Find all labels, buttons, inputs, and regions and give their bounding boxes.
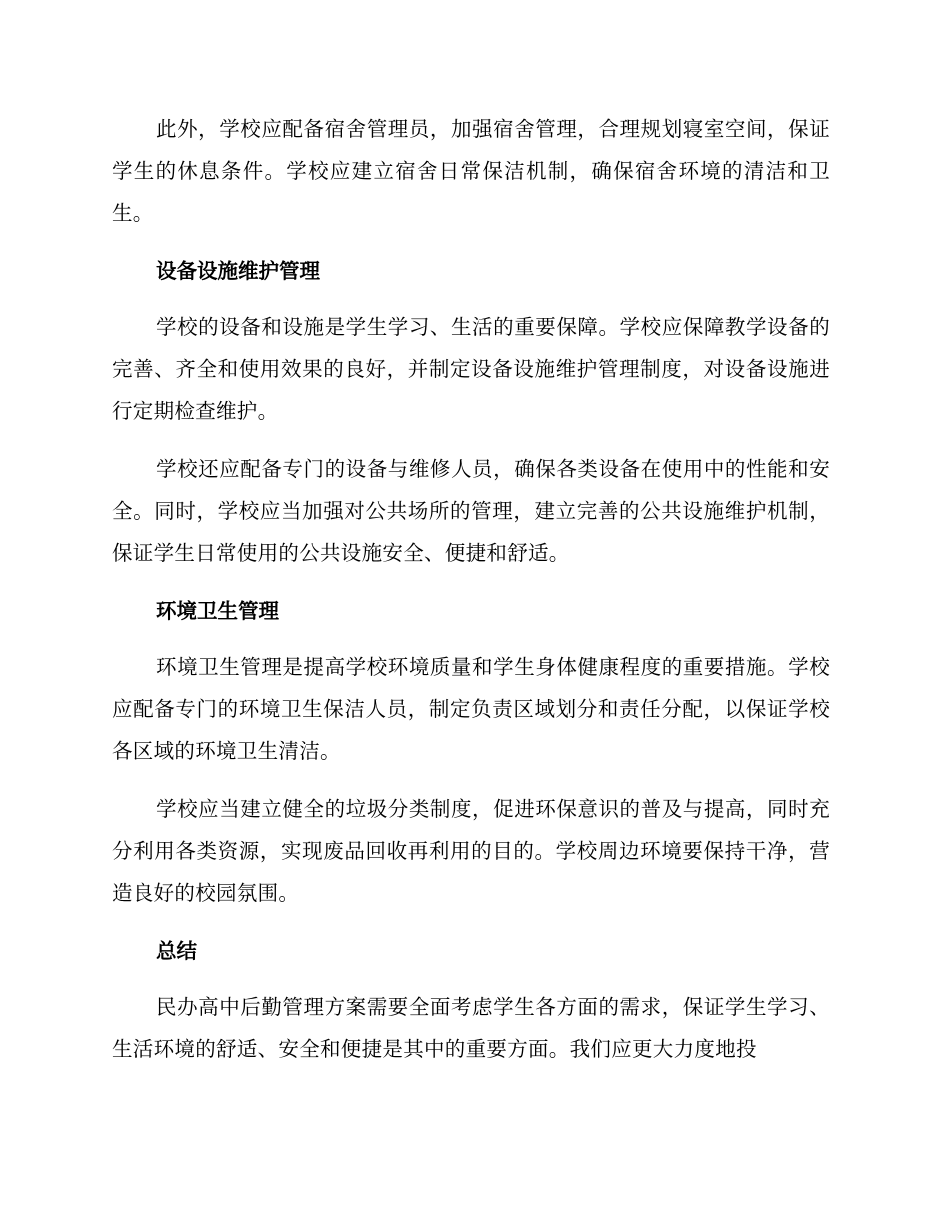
heading-summary: 总结 bbox=[156, 939, 197, 963]
paragraph-dormitory-management: 此外，学校应配备宿舍管理员，加强宿舍管理，合理规划寝室空间，保证学生的休息条件。学校应建立宿舍日常保洁机制，确保宿舍环境的清洁和卫生。 bbox=[112, 117, 830, 225]
paragraph-summary: 民办高中后勤管理方案需要全面考虑学生各方面的需求，保证学生学习、生活环境的舒适、安全和便捷是其中的重要方面。我们应更大力度地投 bbox=[112, 995, 830, 1061]
heading-environment-hygiene: 环境卫生管理 bbox=[156, 599, 279, 623]
document-page bbox=[112, 108, 830, 1086]
paragraph-maintenance-staff: 学校还应配备专门的设备与维修人员，确保各类设备在使用中的性能和安全。同时，学校应当加强对公共场所的管理，建立完善的公共设施维护机制，保证学生日常使用的公共设施安全、便捷和舒适。 bbox=[112, 457, 830, 565]
paragraph-equipment-importance: 学校的设备和设施是学生学习、生活的重要保障。学校应保障教学设备的完善、齐全和使用效果的良好，并制定设备设施维护管理制度，对设备设施进行定期检查维护。 bbox=[112, 315, 830, 423]
heading-equipment-maintenance: 设备设施维护管理 bbox=[156, 259, 320, 283]
paragraph-hygiene-measures: 环境卫生管理是提高学校环境质量和学生身体健康程度的重要措施。学校应配备专门的环境卫生保洁人员，制定负责区域划分和责任分配，以保证学校各区域的环境卫生清洁。 bbox=[112, 655, 830, 763]
paragraph-waste-sorting: 学校应当建立健全的垃圾分类制度，促进环保意识的普及与提高，同时充分利用各类资源，实现废品回收再利用的目的。学校周边环境要保持干净，营造良好的校园氛围。 bbox=[112, 797, 830, 905]
